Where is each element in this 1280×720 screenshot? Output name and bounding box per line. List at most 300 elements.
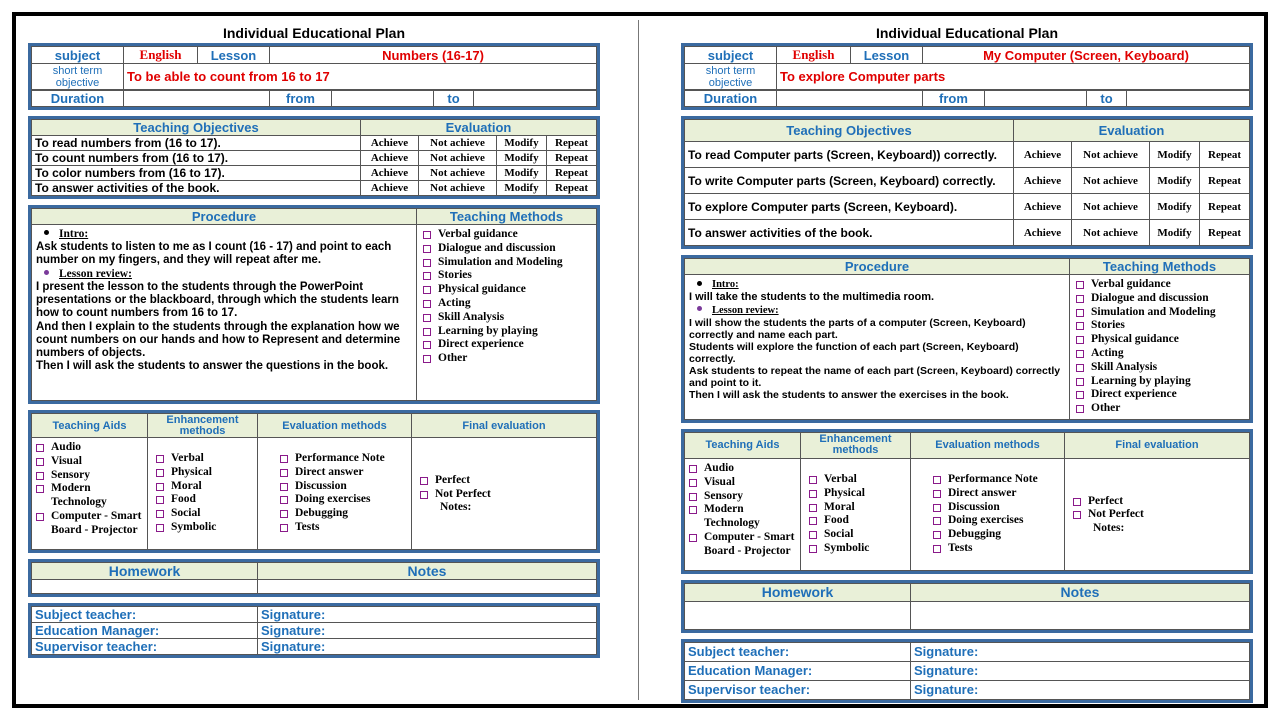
notes-field[interactable] <box>258 580 597 594</box>
checkbox-icon[interactable] <box>423 286 431 294</box>
enhancement-item[interactable] <box>809 514 902 528</box>
final-eval-header: Final evaluation <box>1065 432 1250 458</box>
objectives-header: Teaching Objectives <box>32 120 361 136</box>
enhancement-item-label: Moral <box>171 479 202 492</box>
enhancement-cell <box>801 458 911 570</box>
method-item[interactable] <box>1076 347 1243 361</box>
final-eval-item[interactable] <box>420 474 588 488</box>
method-item-label: Dialogue and discussion <box>1091 291 1209 304</box>
aids-header: Teaching Aids <box>32 414 148 438</box>
aid-item[interactable] <box>36 510 143 538</box>
method-item-label: Simulation and Modeling <box>438 255 563 268</box>
checkbox-icon[interactable] <box>1076 281 1084 289</box>
checkbox-icon[interactable] <box>809 517 817 525</box>
aids-cell <box>32 438 148 550</box>
homework-section <box>28 559 600 597</box>
checkbox-icon[interactable] <box>933 476 941 484</box>
eval-method-item[interactable] <box>933 487 1042 501</box>
review-paragraph: Then I will ask the students to answer the questions in the book. <box>36 360 389 373</box>
signature-section <box>28 603 600 658</box>
checkbox-icon[interactable] <box>423 300 431 308</box>
enhancement-item-label: Verbal <box>824 472 857 485</box>
objective-row <box>685 142 1250 168</box>
checkbox-icon[interactable] <box>689 479 697 487</box>
checkbox-icon[interactable] <box>423 245 431 253</box>
eval-modify[interactable]: Modify <box>1150 194 1200 220</box>
intro-text: Ask students to listen to me as I count (16 - 17) and point to each number on my fingers, and they will repeat after me. <box>36 241 392 267</box>
homework-section <box>681 580 1253 633</box>
lesson-label: Lesson <box>198 47 270 64</box>
method-item-label: Acting <box>1091 346 1124 359</box>
eval-method-item-label: Debugging <box>948 528 1002 541</box>
aid-item-label: Computer - Smart Board - Projector <box>704 530 795 557</box>
review-paragraph: I present the lesson to the students through the PowerPoint presentations or the blackboard, through which the students learn how to count numbers from 16 to 17. <box>36 280 399 320</box>
aid-item-label: Modern Technology <box>704 503 760 530</box>
checkbox-icon[interactable] <box>36 444 44 452</box>
evaluation-header: Evaluation <box>1014 120 1250 142</box>
supervisor-teacher-label: Supervisor teacher: <box>32 639 258 655</box>
method-item-label: Dialogue and discussion <box>438 241 556 254</box>
checkbox-icon[interactable] <box>1076 378 1084 386</box>
method-item[interactable] <box>423 228 590 242</box>
objective-text: To color numbers from (16 to 17). <box>32 166 361 181</box>
aid-item[interactable] <box>689 531 796 559</box>
eval-modify[interactable]: Modify <box>497 166 547 181</box>
methods-list <box>423 228 590 366</box>
method-item[interactable] <box>423 352 590 366</box>
signature-section <box>681 639 1253 703</box>
enhancement-item[interactable] <box>809 542 902 556</box>
homework-field[interactable] <box>685 601 911 629</box>
checkbox-icon[interactable] <box>1076 295 1084 303</box>
intro-label: Intro: <box>712 279 739 290</box>
checkbox-icon[interactable] <box>1073 511 1081 519</box>
checkbox-icon[interactable] <box>689 465 697 473</box>
signature-field[interactable]: Signature: <box>258 607 597 623</box>
review-paragraph: Students will explore the function of each part (Screen, Keyboard) correctly. <box>689 340 1019 365</box>
subject-label: subject <box>32 47 124 64</box>
subject-value: English <box>777 47 851 64</box>
eval-method-item-label: Performance Note <box>948 472 1038 485</box>
method-item[interactable] <box>1076 333 1243 347</box>
eval-method-item-label: Direct answer <box>295 465 364 478</box>
eval-method-item[interactable] <box>280 493 389 507</box>
final-eval-item[interactable] <box>1073 508 1241 522</box>
objective-row <box>685 220 1250 246</box>
checkbox-icon[interactable] <box>1076 391 1084 399</box>
method-item-label: Stories <box>438 269 472 282</box>
enhancement-item-label: Physical <box>171 465 212 478</box>
method-item-label: Skill Analysis <box>1091 360 1158 373</box>
eval-method-item[interactable] <box>933 473 1042 487</box>
checkbox-icon[interactable] <box>689 534 697 542</box>
procedure-body <box>685 275 1070 420</box>
final-eval-item-label: Not Perfect <box>1088 508 1144 521</box>
checkbox-icon[interactable] <box>809 545 817 553</box>
enhancement-item-label: Food <box>171 493 196 506</box>
eval-method-item[interactable] <box>933 528 1042 542</box>
notes-field[interactable] <box>911 601 1250 629</box>
final-eval-item-label: Perfect <box>1088 494 1124 507</box>
method-item-label: Skill Analysis <box>438 310 505 323</box>
enhancement-item-label: Verbal <box>171 452 204 464</box>
eval-repeat[interactable]: Repeat <box>547 151 597 166</box>
checkbox-icon[interactable] <box>1073 498 1081 506</box>
method-item[interactable] <box>423 311 590 325</box>
signature-field[interactable]: Signature: <box>911 661 1250 680</box>
checkbox-icon[interactable] <box>423 259 431 267</box>
signature-field[interactable]: Signature: <box>911 680 1250 699</box>
checkbox-icon[interactable] <box>423 231 431 239</box>
eval-modify[interactable]: Modify <box>1150 142 1200 168</box>
aid-item[interactable] <box>689 503 796 531</box>
eval-method-item-label: Doing exercises <box>948 514 1024 527</box>
aid-item-label: Audio <box>704 461 735 474</box>
checkbox-icon[interactable] <box>809 476 817 484</box>
methods-list <box>1076 278 1243 416</box>
procedure-body <box>32 225 417 401</box>
method-item-label: Other <box>1091 402 1121 415</box>
lesson-value: My Computer (Screen, Keyboard) <box>923 47 1250 64</box>
checkbox-icon[interactable] <box>280 524 288 532</box>
eval-methods-header: Evaluation methods <box>911 432 1065 458</box>
bullet-icon <box>44 270 49 275</box>
enhancement-item[interactable] <box>156 521 249 535</box>
eval-repeat[interactable]: Repeat <box>547 136 597 151</box>
eval-achieve[interactable]: Achieve <box>361 181 419 196</box>
eval-method-item[interactable] <box>933 501 1042 515</box>
homework-header: Homework <box>32 563 258 580</box>
checkbox-icon[interactable] <box>156 483 164 491</box>
supervisor-teacher-label: Supervisor teacher: <box>685 680 911 699</box>
objective-label: short term objective <box>685 64 777 90</box>
eval-method-item[interactable] <box>280 507 389 521</box>
method-item[interactable] <box>423 338 590 352</box>
aid-item[interactable] <box>36 469 143 483</box>
enhancement-item[interactable] <box>156 452 249 466</box>
to-value[interactable] <box>474 91 597 107</box>
bullet-icon <box>697 306 702 311</box>
checkbox-icon[interactable] <box>933 490 941 498</box>
method-item-label: Simulation and Modeling <box>1091 305 1216 318</box>
eval-not-achieve[interactable]: Not achieve <box>419 151 497 166</box>
enhancement-item[interactable] <box>809 473 902 487</box>
aid-item-label: Sensory <box>704 489 743 502</box>
eval-method-item[interactable] <box>933 514 1042 528</box>
checkbox-icon[interactable] <box>36 472 44 480</box>
eval-repeat[interactable]: Repeat <box>547 181 597 196</box>
eval-methods-list <box>280 452 389 535</box>
eval-not-achieve[interactable]: Not achieve <box>1072 220 1150 246</box>
eval-modify[interactable]: Modify <box>497 181 547 196</box>
enhancement-list <box>156 452 249 535</box>
plan-title: Individual Educational Plan <box>875 25 1059 41</box>
method-item[interactable] <box>1076 319 1243 333</box>
checkbox-icon[interactable] <box>809 504 817 512</box>
objective-value: To explore Computer parts <box>777 64 1250 90</box>
checkbox-icon[interactable] <box>423 314 431 322</box>
enhancement-item[interactable] <box>156 507 249 521</box>
eval-not-achieve[interactable]: Not achieve <box>1072 194 1150 220</box>
checkbox-icon[interactable] <box>809 531 817 539</box>
from-value[interactable] <box>985 91 1087 107</box>
objectives-section <box>28 116 600 199</box>
eval-method-item-label: Direct answer <box>948 486 1017 499</box>
procedure-header: Procedure <box>685 259 1070 275</box>
to-value[interactable] <box>1127 91 1250 107</box>
method-item[interactable] <box>1076 388 1243 402</box>
checkbox-icon[interactable] <box>423 355 431 363</box>
checkbox-icon[interactable] <box>280 469 288 477</box>
duration-value[interactable] <box>777 91 923 107</box>
header-section <box>681 43 1253 110</box>
objective-text: To write Computer parts (Screen, Keyboard) correctly. <box>685 168 1014 194</box>
checkbox-icon[interactable] <box>423 272 431 280</box>
checkbox-icon[interactable] <box>933 517 941 525</box>
eval-achieve[interactable]: Achieve <box>1014 194 1072 220</box>
eval-method-item[interactable] <box>280 452 389 466</box>
checkbox-icon[interactable] <box>689 493 697 501</box>
final-eval-cell <box>1065 458 1250 570</box>
objective-text: To read Computer parts (Screen, Keyboard)) correctly. <box>685 142 1014 168</box>
eval-achieve[interactable]: Achieve <box>1014 220 1072 246</box>
aid-item[interactable] <box>36 455 143 469</box>
objective-row <box>32 151 597 166</box>
notes-label: Notes: <box>1093 522 1125 535</box>
method-item[interactable] <box>423 325 590 339</box>
from-label: from <box>923 91 985 107</box>
methods-cell <box>1070 275 1250 420</box>
education-manager-label: Education Manager: <box>685 661 911 680</box>
eval-repeat[interactable]: Repeat <box>547 166 597 181</box>
eval-method-item-label: Tests <box>948 541 973 554</box>
checkbox-icon[interactable] <box>280 455 288 463</box>
eval-achieve[interactable]: Achieve <box>361 151 419 166</box>
enhancement-item-label: Social <box>824 528 854 541</box>
method-item-label: Verbal guidance <box>438 228 518 240</box>
enhancement-item-label: Symbolic <box>824 541 870 554</box>
eval-methods-header: Evaluation methods <box>258 414 412 438</box>
enhancement-header: Enhancement methods <box>148 414 258 438</box>
method-item[interactable] <box>423 269 590 283</box>
aid-item[interactable] <box>36 482 143 510</box>
final-eval-cell <box>412 438 597 550</box>
subject-teacher-label: Subject teacher: <box>685 642 911 661</box>
eval-not-achieve[interactable]: Not achieve <box>419 166 497 181</box>
eval-method-item[interactable] <box>280 466 389 480</box>
checkbox-icon[interactable] <box>36 458 44 466</box>
eval-not-achieve[interactable]: Not achieve <box>1072 168 1150 194</box>
checkbox-icon[interactable] <box>1076 336 1084 344</box>
method-item[interactable] <box>423 297 590 311</box>
eval-modify[interactable]: Modify <box>1150 168 1200 194</box>
aids-section <box>28 410 600 553</box>
methods-header: Teaching Methods <box>417 209 597 225</box>
to-label: to <box>434 91 474 107</box>
from-label: from <box>270 91 332 107</box>
method-item[interactable] <box>423 256 590 270</box>
review-paragraph: Then I will ask the students to answer the exercises in the book. <box>689 389 1009 402</box>
plan-left <box>28 24 600 664</box>
objective-text: To count numbers from (16 to 17). <box>32 151 361 166</box>
enhancement-item[interactable] <box>156 480 249 494</box>
eval-not-achieve[interactable]: Not achieve <box>1072 142 1150 168</box>
eval-method-item-label: Debugging <box>295 507 349 520</box>
checkbox-icon[interactable] <box>156 469 164 477</box>
enhancement-item-label: Symbolic <box>171 520 217 533</box>
final-eval-item[interactable] <box>1073 495 1241 509</box>
review-paragraph: And then I explain to the students through the explanation how we count numbers on our hands and how to Represent and determine numbers of objects. <box>36 320 401 359</box>
enhancement-item-label: Physical <box>824 486 865 499</box>
objectives-section <box>681 116 1253 249</box>
eval-method-item-label: Discussion <box>295 479 347 492</box>
objective-label: short term objective <box>32 64 124 90</box>
eval-achieve[interactable]: Achieve <box>1014 168 1072 194</box>
eval-modify[interactable]: Modify <box>497 136 547 151</box>
checkbox-icon[interactable] <box>36 485 44 493</box>
duration-value[interactable] <box>124 91 270 107</box>
final-eval-item[interactable] <box>420 488 588 502</box>
aid-item-label: Computer - Smart Board - Projector <box>51 509 142 536</box>
eval-method-item[interactable] <box>933 542 1042 556</box>
method-item[interactable] <box>1076 278 1243 292</box>
enhancement-item-label: Social <box>171 507 201 520</box>
review-label: Lesson review: <box>59 267 132 280</box>
review-text <box>689 317 1065 401</box>
signature-field[interactable]: Signature: <box>911 642 1250 661</box>
homework-field[interactable] <box>32 580 258 594</box>
aid-item[interactable] <box>36 441 143 455</box>
checkbox-icon[interactable] <box>1076 350 1084 358</box>
checkbox-icon[interactable] <box>280 510 288 518</box>
final-eval-header: Final evaluation <box>412 414 597 438</box>
eval-method-item[interactable] <box>280 480 389 494</box>
enhancement-item-label: Food <box>824 514 849 527</box>
final-eval-list <box>1073 495 1241 523</box>
checkbox-icon[interactable] <box>689 506 697 514</box>
eval-method-item-label: Discussion <box>948 500 1000 513</box>
method-item-label: Verbal guidance <box>1091 278 1171 290</box>
method-item-label: Direct experience <box>438 338 524 351</box>
method-item[interactable] <box>1076 306 1243 320</box>
eval-modify[interactable]: Modify <box>497 151 547 166</box>
eval-repeat[interactable]: Repeat <box>1200 220 1250 246</box>
aids-header: Teaching Aids <box>685 432 801 458</box>
aids-list <box>689 462 796 559</box>
eval-not-achieve[interactable]: Not achieve <box>419 136 497 151</box>
eval-methods-cell <box>911 458 1065 570</box>
method-item[interactable] <box>423 242 590 256</box>
eval-achieve[interactable]: Achieve <box>361 136 419 151</box>
checkbox-icon[interactable] <box>156 455 164 463</box>
objective-row <box>32 181 597 196</box>
enhancement-item[interactable] <box>156 466 249 480</box>
aid-item-label: Sensory <box>51 468 90 481</box>
aid-item[interactable] <box>689 476 796 490</box>
to-label: to <box>1087 91 1127 107</box>
checkbox-icon[interactable] <box>420 491 428 499</box>
eval-methods-cell <box>258 438 412 550</box>
evaluation-header: Evaluation <box>361 120 597 136</box>
checkbox-icon[interactable] <box>1076 405 1084 413</box>
enhancement-item[interactable] <box>809 501 902 515</box>
method-item[interactable] <box>1076 375 1243 389</box>
methods-header: Teaching Methods <box>1070 259 1250 275</box>
checkbox-icon[interactable] <box>933 531 941 539</box>
enhancement-item[interactable] <box>809 528 902 542</box>
method-item[interactable] <box>1076 361 1243 375</box>
eval-method-item-label: Performance Note <box>295 452 385 464</box>
eval-modify[interactable]: Modify <box>1150 220 1200 246</box>
checkbox-icon[interactable] <box>933 545 941 553</box>
eval-repeat[interactable]: Repeat <box>1200 142 1250 168</box>
eval-achieve[interactable]: Achieve <box>1014 142 1072 168</box>
procedure-section <box>28 205 600 404</box>
intro-label: Intro: <box>59 228 89 240</box>
checkbox-icon[interactable] <box>280 496 288 504</box>
checkbox-icon[interactable] <box>156 524 164 532</box>
checkbox-icon[interactable] <box>156 510 164 518</box>
checkbox-icon[interactable] <box>423 328 431 336</box>
checkbox-icon[interactable] <box>280 483 288 491</box>
aids-cell <box>685 458 801 570</box>
method-item-label: Physical guidance <box>1091 333 1179 346</box>
plan-right <box>681 24 1253 709</box>
eval-repeat[interactable]: Repeat <box>1200 168 1250 194</box>
enhancement-cell <box>148 438 258 550</box>
final-eval-item-label: Not Perfect <box>435 487 491 500</box>
eval-achieve[interactable]: Achieve <box>361 166 419 181</box>
plan-title: Individual Educational Plan <box>222 25 406 41</box>
from-value[interactable] <box>332 91 434 107</box>
method-item-label: Acting <box>438 296 471 309</box>
checkbox-icon[interactable] <box>1076 322 1084 330</box>
enhancement-list <box>809 473 902 556</box>
enhancement-item[interactable] <box>156 493 249 507</box>
checkbox-icon[interactable] <box>423 341 431 349</box>
method-item-label: Learning by playing <box>1091 374 1191 387</box>
checkbox-icon[interactable] <box>36 513 44 521</box>
checkbox-icon[interactable] <box>420 477 428 485</box>
objective-row <box>685 194 1250 220</box>
method-item[interactable] <box>1076 402 1243 416</box>
checkbox-icon[interactable] <box>1076 309 1084 317</box>
checkbox-icon[interactable] <box>1076 364 1084 372</box>
method-item[interactable] <box>423 283 590 297</box>
review-text <box>36 281 412 374</box>
signature-field[interactable]: Signature: <box>258 623 597 639</box>
aid-item[interactable] <box>689 490 796 504</box>
aids-list <box>36 441 143 538</box>
method-item[interactable] <box>1076 292 1243 306</box>
checkbox-icon[interactable] <box>809 490 817 498</box>
eval-repeat[interactable]: Repeat <box>1200 194 1250 220</box>
eval-method-item[interactable] <box>280 521 389 535</box>
checkbox-icon[interactable] <box>933 504 941 512</box>
checkbox-icon[interactable] <box>156 496 164 504</box>
procedure-header: Procedure <box>32 209 417 225</box>
objective-row <box>32 166 597 181</box>
procedure-section <box>681 255 1253 423</box>
eval-not-achieve[interactable]: Not achieve <box>419 181 497 196</box>
signature-field[interactable]: Signature: <box>258 639 597 655</box>
education-manager-label: Education Manager: <box>32 623 258 639</box>
aid-item[interactable] <box>689 462 796 476</box>
enhancement-item[interactable] <box>809 487 902 501</box>
objective-row <box>32 136 597 151</box>
bullet-icon <box>697 281 702 286</box>
objective-text: To answer activities of the book. <box>685 220 1014 246</box>
